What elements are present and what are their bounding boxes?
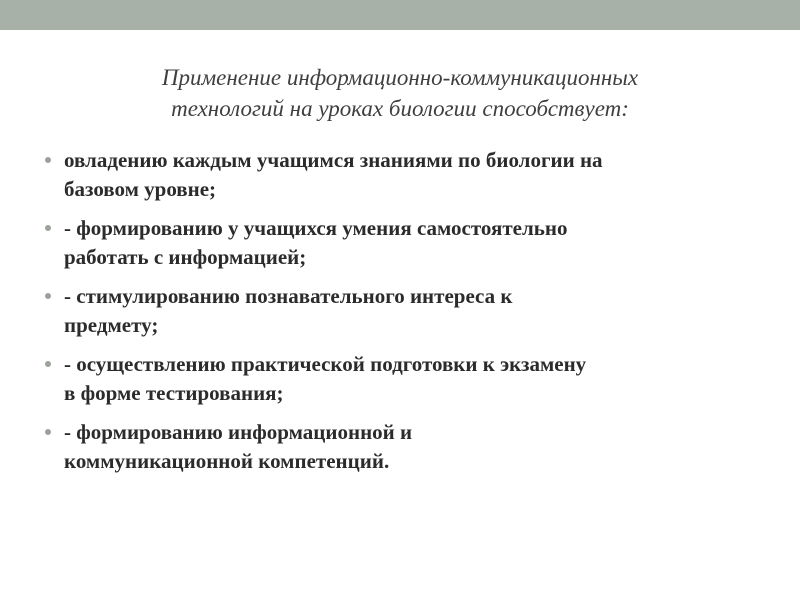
bullet-text-line: - формированию информационной и — [64, 420, 413, 444]
bullet-dot-icon — [45, 293, 51, 299]
slide-title-line-1: Применение информационно-коммуникационных — [161, 65, 639, 90]
bullet-item — [40, 146, 760, 204]
bullet-dot-icon — [45, 225, 51, 231]
slide-title-line-2: технологий на уроках биологии способствует: — [171, 96, 629, 121]
bullet-dot-icon — [45, 157, 51, 163]
bullet-dot-icon — [45, 361, 51, 367]
bullet-text-line: - формированию у учащихся умения самостоятельно — [64, 216, 568, 240]
slide-title — [40, 62, 760, 124]
bullet-text-line: в форме тестирования; — [64, 381, 284, 405]
bullet-text-line: предмету; — [64, 313, 159, 337]
bullet-text-line: коммуникационной компетенций. — [64, 449, 390, 473]
bullet-text-line: - осуществлению практической подготовки к экзамену — [64, 352, 587, 376]
bullet-text-line: работать с информацией; — [64, 245, 307, 269]
bullet-list — [40, 146, 760, 486]
bullet-item — [40, 350, 760, 408]
bullet-text-line: овладению каждым учащимся знаниями по биологии на — [64, 148, 603, 172]
top-band — [0, 0, 800, 30]
bullet-item — [40, 418, 760, 476]
bullet-item — [40, 214, 760, 272]
bullet-text-line: базовом уровне; — [64, 177, 217, 201]
bullet-dot-icon — [45, 429, 51, 435]
bullet-text-line: - стимулированию познавательного интереса к — [64, 284, 513, 308]
bullet-item — [40, 282, 760, 340]
